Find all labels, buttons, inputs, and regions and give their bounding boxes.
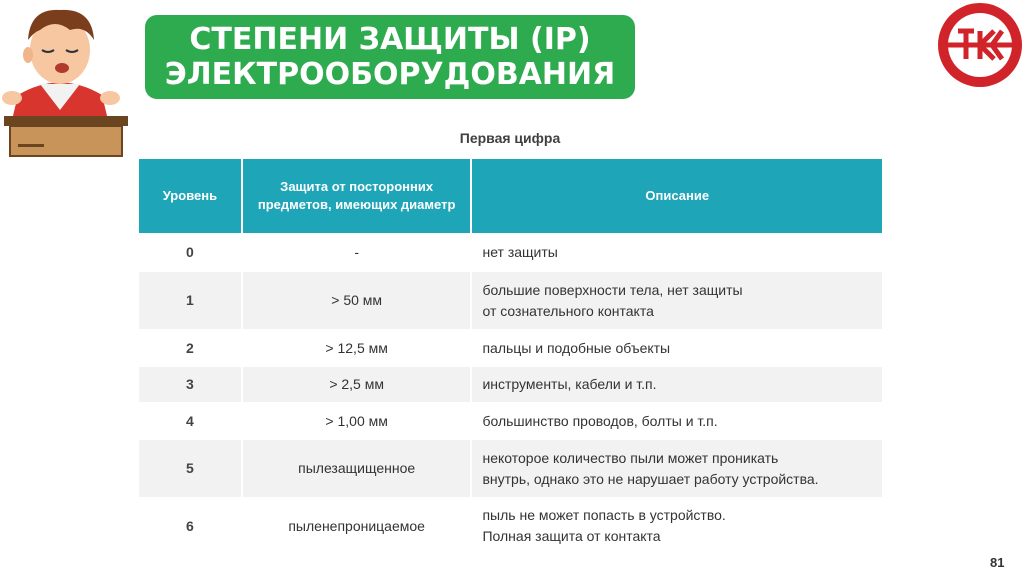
header-protection: Защита от посторонних предметов, имеющих диаметр [242,158,472,234]
protection-cell: пыленепроницаемое [242,498,472,554]
level-cell: 4 [138,403,242,439]
description-cell: большинство проводов, болты и т.п. [471,403,883,439]
description-cell: инструменты, кабели и т.п. [471,366,883,403]
level-cell: 5 [138,439,242,498]
table-row [138,271,883,330]
protection-cell: пылезащищенное [242,439,472,498]
description-cell: большие поверхности тела, нет защиты от сознательного контакта [471,271,883,330]
header-level: Уровень [138,158,242,234]
description-cell: нет защиты [471,234,883,271]
protection-cell: > 50 мм [242,271,472,330]
description-cell: некоторое количество пыли может проникать внутрь, однако это не нарушает работу устройства. [471,439,883,498]
description-cell: пыль не может попасть в устройство. Полная защита от контакта [471,498,883,554]
protection-cell: > 12,5 мм [242,330,472,366]
table-row [138,498,883,554]
table-row [138,234,883,271]
title-line-2: ЭЛЕКТРООБОРУДОВАНИЯ [164,57,616,92]
table-row [138,439,883,498]
ip-protection-table [137,157,884,555]
title-banner [145,15,635,99]
table-row [138,366,883,403]
level-cell: 2 [138,330,242,366]
table-row [138,403,883,439]
protection-cell: - [242,234,472,271]
page-number: 81 [990,555,1005,570]
table-row [138,330,883,366]
level-cell: 6 [138,498,242,554]
protection-cell: > 2,5 мм [242,366,472,403]
header-description: Описание [471,158,883,234]
table-header-row [138,158,883,234]
protection-cell: > 1,00 мм [242,403,472,439]
title-line-1: СТЕПЕНИ ЗАЩИТЫ (IP) [189,22,591,57]
level-cell: 1 [138,271,242,330]
level-cell: 3 [138,366,242,403]
description-cell: пальцы и подобные объекты [471,330,883,366]
teacher-boy-illustration [0,0,140,160]
level-cell: 0 [138,234,242,271]
table-caption: Первая цифра [459,130,561,146]
company-logo [936,1,1024,89]
